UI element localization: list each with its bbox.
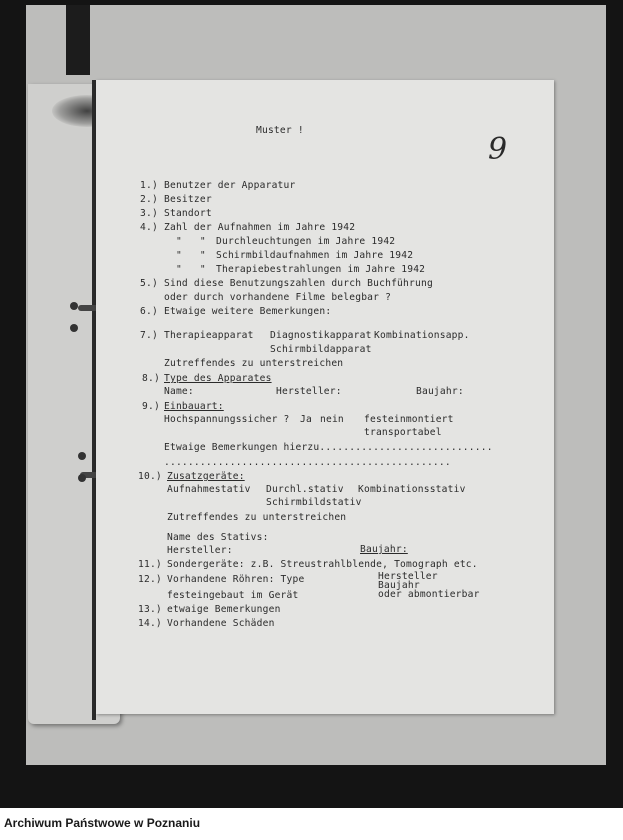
item-text: Zahl der Aufnahmen im Jahre 1942 [164, 222, 356, 233]
field-year-label: Baujahr: [416, 386, 464, 397]
option-built-in: festeingebaut im Gerät [167, 590, 299, 601]
option-fixed: festeinmontiert [364, 414, 454, 425]
option-therapy: Therapieapparat [164, 330, 254, 341]
item-number: 5.) [140, 278, 158, 289]
item-text: Sondergeräte: z.B. Streustrahlblende, Tomograph etc. [167, 559, 478, 570]
item-number: 2.) [140, 194, 158, 205]
question-hv-safe: Hochspannungssicher ? [164, 414, 290, 425]
item-number: 12.) [138, 574, 162, 585]
item-heading: Einbauart: [164, 401, 224, 412]
option-no: nein [320, 414, 344, 425]
binder-ring-icon [78, 474, 86, 482]
dotted-line: ................................................ [164, 457, 451, 468]
item-text: Vorhandene Schäden [167, 618, 275, 629]
option-portable: transportabel [364, 427, 442, 438]
binder-ring-icon [70, 324, 78, 332]
item-text: Sind diese Benutzungszahlen durch Buchführung [164, 278, 433, 289]
field-year-label: Baujahr [378, 580, 420, 591]
form-title: Muster ! [256, 125, 304, 136]
item-number: 1.) [140, 180, 158, 191]
item-text: Standort [164, 208, 212, 219]
item-text: Etwaige weitere Bemerkungen: [164, 306, 332, 317]
option-combination-stand: Kombinationsstativ [358, 484, 466, 495]
ditto-marks: " " [176, 264, 206, 275]
field-maker-label: Hersteller: [167, 545, 233, 556]
item-text: Benutzer der Apparatur [164, 180, 296, 191]
item-text: Schirmbildaufnahmen im Jahre 1942 [216, 250, 414, 261]
binder-strip [66, 5, 90, 75]
field-stand-name-label: Name des Stativs: [167, 532, 269, 543]
item-text: Besitzer [164, 194, 212, 205]
option-screen: Schirmbildapparat [270, 344, 372, 355]
item-number: 6.) [140, 306, 158, 317]
item-text: Vorhandene Röhren: Type [167, 574, 305, 585]
binder-ring-icon [78, 452, 86, 460]
item-text: Therapiebestrahlungen im Jahre 1942 [216, 264, 426, 275]
item-text: etwaige Bemerkungen [167, 604, 281, 615]
field-maker-label: Hersteller [378, 571, 438, 582]
note-underline: Zutreffendes zu unterstreichen [167, 512, 347, 523]
remarks-line: Etwaige Bemerkungen hierzu............................. [164, 442, 493, 453]
item-heading: Zusatzgeräte: [167, 471, 245, 482]
ditto-marks: " " [176, 250, 206, 261]
item-number: 4.) [140, 222, 158, 233]
option-removable: oder abmontierbar [378, 589, 480, 600]
item-text-continued: oder durch vorhandene Filme belegbar ? [164, 292, 392, 303]
field-year-label: Baujahr: [360, 544, 408, 555]
field-maker-label: Hersteller: [276, 386, 342, 397]
item-number: 3.) [140, 208, 158, 219]
binder-ring-icon [70, 302, 78, 310]
note-underline: Zutreffendes zu unterstreichen [164, 358, 344, 369]
item-number: 13.) [138, 604, 162, 615]
option-diagnostic: Diagnostikapparat [270, 330, 372, 341]
field-name-label: Name: [164, 386, 194, 397]
item-number: 10.) [138, 471, 162, 482]
item-heading: Type des Apparates [164, 373, 272, 384]
item-text: Durchleuchtungen im Jahre 1942 [216, 236, 396, 247]
option-fluoro-stand: Durchl.stativ [266, 484, 344, 495]
item-number: 7.) [140, 330, 158, 341]
item-number: 14.) [138, 618, 162, 629]
item-number: 11.) [138, 559, 162, 570]
ditto-marks: " " [176, 236, 206, 247]
option-yes: Ja [300, 414, 312, 425]
item-number: 8.) [142, 373, 160, 384]
option-screen-stand: Schirmbildstativ [266, 497, 362, 508]
item-number: 9.) [142, 401, 160, 412]
handwritten-page-number: 9 [488, 132, 508, 167]
option-combination: Kombinationsapp. [374, 330, 470, 341]
archive-credit: Archiwum Państwowe w Poznaniu [4, 816, 201, 830]
option-recording-stand: Aufnahmestativ [167, 484, 251, 495]
